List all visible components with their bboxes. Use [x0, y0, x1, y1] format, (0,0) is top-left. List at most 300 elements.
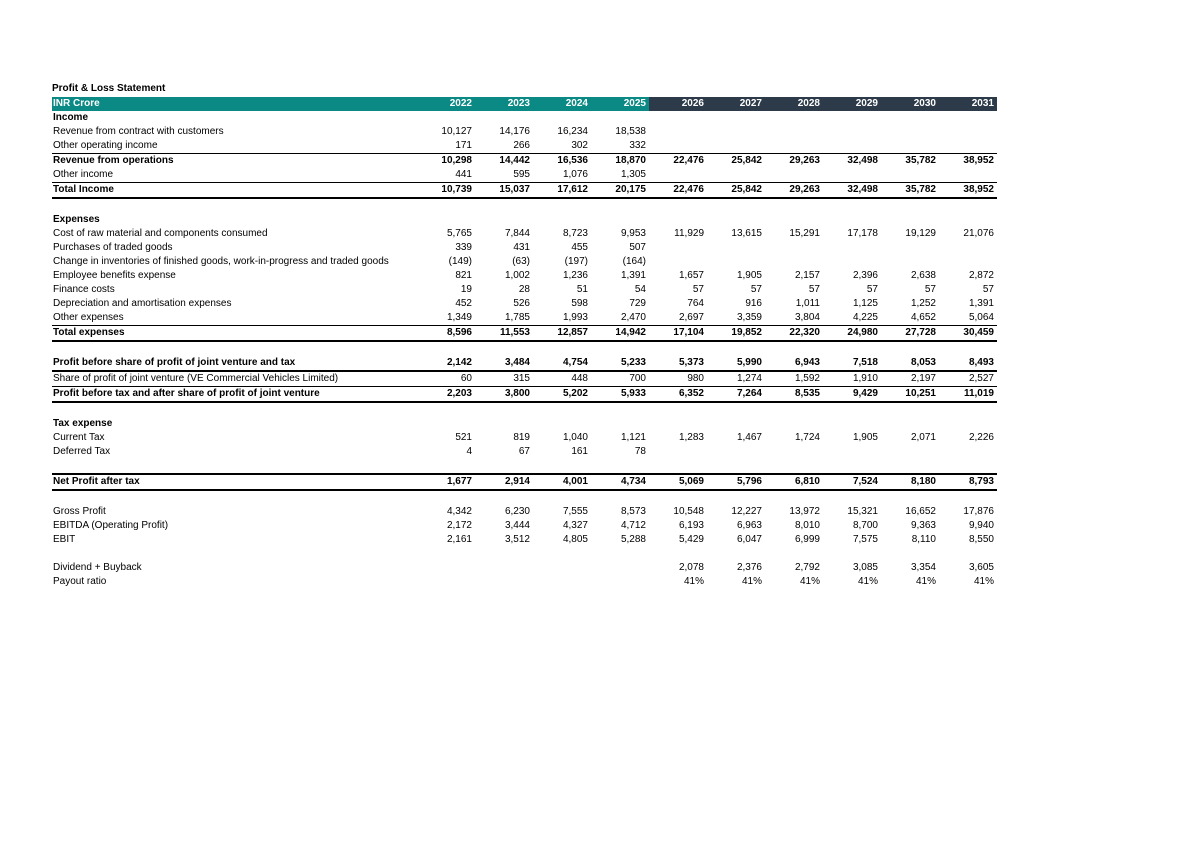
value-cell — [707, 255, 765, 269]
empty-cell — [533, 341, 591, 356]
value-cell: 266 — [513, 140, 530, 151]
value-cell — [707, 168, 765, 183]
value-cell — [939, 241, 997, 255]
empty-cell — [417, 459, 475, 474]
value-cell: 1,724 — [794, 432, 820, 443]
empty-cell — [765, 198, 823, 213]
empty-cell — [52, 198, 417, 213]
value-cell: 10,739 — [417, 183, 475, 199]
value-cell: 5,288 — [620, 534, 646, 545]
value-cell — [649, 139, 707, 154]
value-cell: 8,180 — [881, 474, 939, 490]
value-cell: 19,129 — [905, 228, 936, 239]
value-cell: 57 — [692, 284, 704, 295]
year-header: 2022 — [417, 97, 475, 111]
row-change-inventories — [52, 255, 997, 269]
value-cell: 5,064 — [968, 312, 994, 323]
row-label: Change in inventories of finished goods, work-in-progress and traded goods — [53, 256, 389, 267]
value-cell — [707, 125, 765, 139]
value-cell: 1,011 — [795, 298, 820, 309]
row-purchases-traded — [52, 241, 997, 255]
empty-cell — [707, 111, 765, 125]
value-cell: 17,612 — [533, 183, 591, 199]
empty-cell — [823, 417, 881, 431]
value-cell: 18,538 — [615, 126, 646, 137]
value-cell: 3,085 — [852, 562, 878, 573]
value-cell: 17,876 — [963, 506, 994, 517]
empty-cell — [649, 490, 707, 505]
empty-cell — [591, 417, 649, 431]
value-cell: 598 — [571, 298, 588, 309]
section-income — [52, 111, 997, 125]
value-cell: 1,391 — [620, 270, 646, 281]
value-cell: 10,127 — [441, 126, 472, 137]
header-row — [52, 97, 997, 111]
empty-cell — [649, 459, 707, 474]
empty-cell — [649, 213, 707, 227]
value-cell — [533, 561, 591, 575]
empty-cell — [475, 547, 533, 561]
value-cell: 1,076 — [562, 169, 588, 180]
value-cell — [475, 561, 533, 575]
value-cell: 5,933 — [591, 387, 649, 403]
value-cell: 54 — [634, 284, 646, 295]
value-cell: 4,734 — [591, 474, 649, 490]
empty-cell — [939, 547, 997, 561]
empty-cell — [881, 111, 939, 125]
pl-statement — [52, 83, 997, 589]
value-cell: 821 — [455, 270, 472, 281]
row-label: Other income — [53, 169, 114, 180]
value-cell: 2,142 — [417, 356, 475, 371]
value-cell: (164) — [622, 256, 646, 267]
year-header: 2023 — [475, 97, 533, 111]
row-other-operating-income — [52, 139, 997, 154]
value-cell — [649, 445, 707, 459]
value-cell: 4,754 — [533, 356, 591, 371]
empty-cell — [823, 341, 881, 356]
row-label: Total expenses — [52, 326, 417, 342]
value-cell — [765, 125, 823, 139]
row-label: Gross Profit — [53, 506, 106, 517]
value-cell: 2,376 — [736, 562, 762, 573]
value-cell: 67 — [518, 446, 530, 457]
empty-cell — [939, 417, 997, 431]
empty-cell — [475, 459, 533, 474]
value-cell: 595 — [513, 169, 530, 180]
row-label: Payout ratio — [53, 576, 107, 587]
value-cell: 2,157 — [794, 270, 820, 281]
year-header: 2031 — [939, 97, 997, 111]
value-cell: 30,459 — [939, 326, 997, 342]
value-cell: (197) — [564, 256, 588, 267]
value-cell: 6,352 — [649, 387, 707, 403]
value-cell: 5,233 — [591, 356, 649, 371]
value-cell: 332 — [629, 140, 646, 151]
value-cell: 1,592 — [794, 373, 820, 384]
row-current-tax — [52, 431, 997, 445]
value-cell: 1,121 — [620, 432, 646, 443]
value-cell — [823, 125, 881, 139]
value-cell: 2,792 — [794, 562, 820, 573]
value-cell: 57 — [866, 284, 878, 295]
value-cell: 7,524 — [823, 474, 881, 490]
empty-cell — [881, 402, 939, 417]
value-cell: 29,263 — [765, 183, 823, 199]
value-cell: 315 — [513, 373, 530, 384]
value-cell: 38,952 — [939, 154, 997, 169]
value-cell: 7,575 — [852, 534, 878, 545]
row-label: Total Income — [52, 183, 417, 199]
empty-cell — [417, 111, 475, 125]
value-cell: 9,363 — [910, 520, 936, 531]
year-header: 2027 — [707, 97, 765, 111]
value-cell: 22,320 — [765, 326, 823, 342]
empty-cell — [533, 213, 591, 227]
row-share-jv — [52, 371, 997, 387]
value-cell: 171 — [455, 140, 472, 151]
empty-cell — [939, 402, 997, 417]
value-cell — [765, 255, 823, 269]
empty-cell — [765, 111, 823, 125]
value-cell: 2,161 — [446, 534, 472, 545]
row-label: Revenue from contract with customers — [53, 126, 224, 137]
value-cell: 57 — [924, 284, 936, 295]
value-cell: 2,197 — [910, 373, 936, 384]
value-cell: 1,677 — [417, 474, 475, 490]
value-cell — [649, 255, 707, 269]
empty-cell — [533, 198, 591, 213]
empty-cell — [591, 111, 649, 125]
value-cell: 57 — [982, 284, 994, 295]
empty-cell — [52, 402, 417, 417]
value-cell: 41% — [915, 576, 936, 587]
value-cell: 28 — [518, 284, 530, 295]
row-label: Employee benefits expense — [53, 270, 176, 281]
empty-cell — [881, 198, 939, 213]
value-cell: 507 — [629, 242, 646, 253]
value-cell: 5,373 — [649, 356, 707, 371]
row-deferred-tax — [52, 445, 997, 459]
year-header: 2028 — [765, 97, 823, 111]
value-cell: 2,203 — [417, 387, 475, 403]
row-revenue-contract — [52, 125, 997, 139]
value-cell: 29,263 — [765, 154, 823, 169]
value-cell: 11,929 — [674, 228, 704, 239]
value-cell: 4,652 — [910, 312, 936, 323]
year-header: 2025 — [591, 97, 649, 111]
value-cell: 3,512 — [504, 534, 530, 545]
value-cell: 5,990 — [707, 356, 765, 371]
value-cell: 1,905 — [852, 432, 878, 443]
value-cell — [533, 575, 591, 589]
empty-cell — [823, 402, 881, 417]
value-cell: 7,844 — [504, 228, 530, 239]
empty-cell — [417, 547, 475, 561]
value-cell — [881, 139, 939, 154]
value-cell: 51 — [576, 284, 588, 295]
value-cell: 4,712 — [620, 520, 646, 531]
value-cell — [765, 445, 823, 459]
value-cell: 6,230 — [504, 506, 530, 517]
empty-cell — [417, 213, 475, 227]
year-header: 2029 — [823, 97, 881, 111]
value-cell: 3,800 — [475, 387, 533, 403]
row-label: Purchases of traded goods — [53, 242, 173, 253]
row-label: Share of profit of joint venture (VE Commercial Vehicles Limited) — [53, 373, 339, 384]
value-cell: 17,104 — [649, 326, 707, 342]
empty-cell — [649, 198, 707, 213]
row-label: Dividend + Buyback — [53, 562, 142, 573]
empty-cell — [649, 341, 707, 356]
value-cell: 5,796 — [707, 474, 765, 490]
empty-cell — [881, 459, 939, 474]
empty-cell — [533, 111, 591, 125]
value-cell: 2,226 — [968, 432, 994, 443]
value-cell: 4,225 — [852, 312, 878, 323]
value-cell: 1,905 — [736, 270, 762, 281]
value-cell: 764 — [687, 298, 704, 309]
value-cell: 2,396 — [852, 270, 878, 281]
empty-cell — [707, 402, 765, 417]
empty-cell — [475, 198, 533, 213]
spacer-row-6 — [52, 547, 997, 561]
value-cell: 9,953 — [620, 228, 646, 239]
value-cell: 729 — [629, 298, 646, 309]
value-cell — [823, 255, 881, 269]
value-cell: 5,765 — [446, 228, 472, 239]
value-cell: 19 — [460, 284, 472, 295]
pl-table — [52, 97, 997, 589]
empty-cell — [707, 547, 765, 561]
empty-cell — [707, 341, 765, 356]
statement-title: Profit & Loss Statement — [52, 83, 166, 94]
value-cell: 1,305 — [620, 169, 646, 180]
value-cell: 339 — [455, 242, 472, 253]
value-cell: 1,910 — [852, 373, 878, 384]
year-header: 2026 — [649, 97, 707, 111]
value-cell: 16,234 — [557, 126, 588, 137]
value-cell: 3,605 — [968, 562, 994, 573]
value-cell — [939, 125, 997, 139]
spacer-row-3 — [52, 402, 997, 417]
value-cell: 3,804 — [794, 312, 820, 323]
value-cell: 9,429 — [823, 387, 881, 403]
value-cell: 8,596 — [417, 326, 475, 342]
value-cell: 1,993 — [562, 312, 588, 323]
value-cell: 7,555 — [562, 506, 588, 517]
value-cell: 8,793 — [939, 474, 997, 490]
empty-cell — [823, 198, 881, 213]
value-cell — [881, 255, 939, 269]
value-cell: 1,657 — [678, 270, 704, 281]
value-cell — [417, 561, 475, 575]
value-cell — [591, 561, 649, 575]
value-cell — [707, 241, 765, 255]
value-cell: 2,527 — [968, 373, 994, 384]
section-expenses — [52, 213, 997, 227]
section-label: Income — [53, 112, 89, 123]
value-cell: 8,493 — [939, 356, 997, 371]
value-cell: 1,349 — [446, 312, 472, 323]
value-cell: 35,782 — [881, 183, 939, 199]
empty-cell — [707, 417, 765, 431]
empty-cell — [881, 490, 939, 505]
empty-cell — [939, 490, 997, 505]
value-cell: 20,175 — [591, 183, 649, 199]
value-cell: 7,264 — [707, 387, 765, 403]
value-cell: 7,518 — [823, 356, 881, 371]
empty-cell — [765, 341, 823, 356]
value-cell: 15,321 — [847, 506, 878, 517]
value-cell: 12,227 — [731, 506, 762, 517]
row-total-income — [52, 183, 997, 199]
value-cell: (149) — [448, 256, 472, 267]
value-cell: 6,810 — [765, 474, 823, 490]
value-cell: 22,476 — [649, 183, 707, 199]
empty-cell — [823, 213, 881, 227]
value-cell: 15,037 — [475, 183, 533, 199]
value-cell — [707, 445, 765, 459]
value-cell: 2,071 — [910, 432, 936, 443]
row-dividend-buyback — [52, 561, 997, 575]
value-cell: 2,697 — [678, 312, 704, 323]
value-cell: 2,078 — [678, 562, 704, 573]
empty-cell — [591, 213, 649, 227]
value-cell: 60 — [460, 373, 472, 384]
value-cell: 5,069 — [649, 474, 707, 490]
value-cell — [939, 445, 997, 459]
value-cell — [649, 168, 707, 183]
row-other-income — [52, 168, 997, 183]
year-header: 2030 — [881, 97, 939, 111]
value-cell: 3,484 — [475, 356, 533, 371]
value-cell: 4,805 — [562, 534, 588, 545]
empty-cell — [649, 547, 707, 561]
value-cell: 6,963 — [736, 520, 762, 531]
value-cell — [707, 139, 765, 154]
empty-cell — [52, 490, 417, 505]
value-cell: 14,442 — [475, 154, 533, 169]
value-cell: 41% — [799, 576, 820, 587]
value-cell: 8,723 — [562, 228, 588, 239]
value-cell: 15,291 — [789, 228, 820, 239]
empty-cell — [823, 111, 881, 125]
empty-cell — [707, 459, 765, 474]
row-label: Profit before share of profit of joint venture and tax — [52, 356, 417, 371]
value-cell: 4,342 — [446, 506, 472, 517]
value-cell: 1,040 — [562, 432, 588, 443]
empty-cell — [765, 490, 823, 505]
row-label: Finance costs — [53, 284, 115, 295]
empty-cell — [649, 111, 707, 125]
empty-cell — [881, 341, 939, 356]
empty-cell — [475, 417, 533, 431]
value-cell: 27,728 — [881, 326, 939, 342]
value-cell — [475, 575, 533, 589]
empty-cell — [533, 459, 591, 474]
value-cell: 1,274 — [736, 373, 762, 384]
value-cell: 1,125 — [852, 298, 878, 309]
value-cell: 8,700 — [852, 520, 878, 531]
empty-cell — [765, 402, 823, 417]
value-cell: 3,354 — [910, 562, 936, 573]
value-cell: 4,327 — [562, 520, 588, 531]
empty-cell — [939, 341, 997, 356]
value-cell: 17,178 — [847, 228, 878, 239]
value-cell: 13,972 — [789, 506, 820, 517]
value-cell — [823, 445, 881, 459]
empty-cell — [881, 547, 939, 561]
value-cell: 6,999 — [794, 534, 820, 545]
empty-cell — [533, 402, 591, 417]
row-ebitda — [52, 519, 997, 533]
row-label: EBIT — [53, 534, 76, 545]
empty-cell — [52, 459, 417, 474]
value-cell: 1,002 — [504, 270, 530, 281]
row-label: Current Tax — [53, 432, 105, 443]
empty-cell — [417, 417, 475, 431]
value-cell: 8,573 — [620, 506, 646, 517]
row-payout-ratio — [52, 575, 997, 589]
value-cell: 6,047 — [736, 534, 762, 545]
value-cell: 8,110 — [911, 534, 936, 545]
value-cell: 302 — [571, 140, 588, 151]
value-cell: 2,872 — [968, 270, 994, 281]
spacer-row-1 — [52, 198, 997, 213]
empty-cell — [765, 459, 823, 474]
value-cell — [765, 139, 823, 154]
value-cell: 12,857 — [533, 326, 591, 342]
value-cell: 8,550 — [968, 534, 994, 545]
value-cell: 448 — [571, 373, 588, 384]
value-cell — [823, 139, 881, 154]
empty-cell — [765, 417, 823, 431]
empty-cell — [591, 402, 649, 417]
value-cell: (63) — [512, 256, 530, 267]
value-cell: 1,252 — [910, 298, 936, 309]
value-cell: 1,236 — [562, 270, 588, 281]
row-label: Profit before tax and after share of profit of joint venture — [52, 387, 417, 403]
value-cell: 41% — [857, 576, 878, 587]
empty-cell — [591, 547, 649, 561]
row-label: Cost of raw material and components consumed — [53, 228, 268, 239]
empty-cell — [707, 213, 765, 227]
value-cell: 3,444 — [504, 520, 530, 531]
row-label: Revenue from operations — [52, 154, 417, 169]
value-cell: 8,010 — [794, 520, 820, 531]
value-cell — [939, 139, 997, 154]
value-cell — [649, 125, 707, 139]
value-cell: 78 — [634, 446, 646, 457]
empty-cell — [881, 417, 939, 431]
value-cell: 16,652 — [905, 506, 936, 517]
value-cell: 57 — [750, 284, 762, 295]
value-cell: 521 — [455, 432, 472, 443]
header-label: INR Crore — [52, 97, 417, 111]
value-cell: 2,172 — [446, 520, 472, 531]
value-cell — [765, 168, 823, 183]
empty-cell — [591, 490, 649, 505]
value-cell: 1,467 — [736, 432, 762, 443]
value-cell: 14,176 — [499, 126, 530, 137]
value-cell — [417, 575, 475, 589]
value-cell: 700 — [629, 373, 646, 384]
value-cell: 5,202 — [533, 387, 591, 403]
empty-cell — [591, 459, 649, 474]
value-cell: 916 — [745, 298, 762, 309]
row-finance-costs — [52, 283, 997, 297]
